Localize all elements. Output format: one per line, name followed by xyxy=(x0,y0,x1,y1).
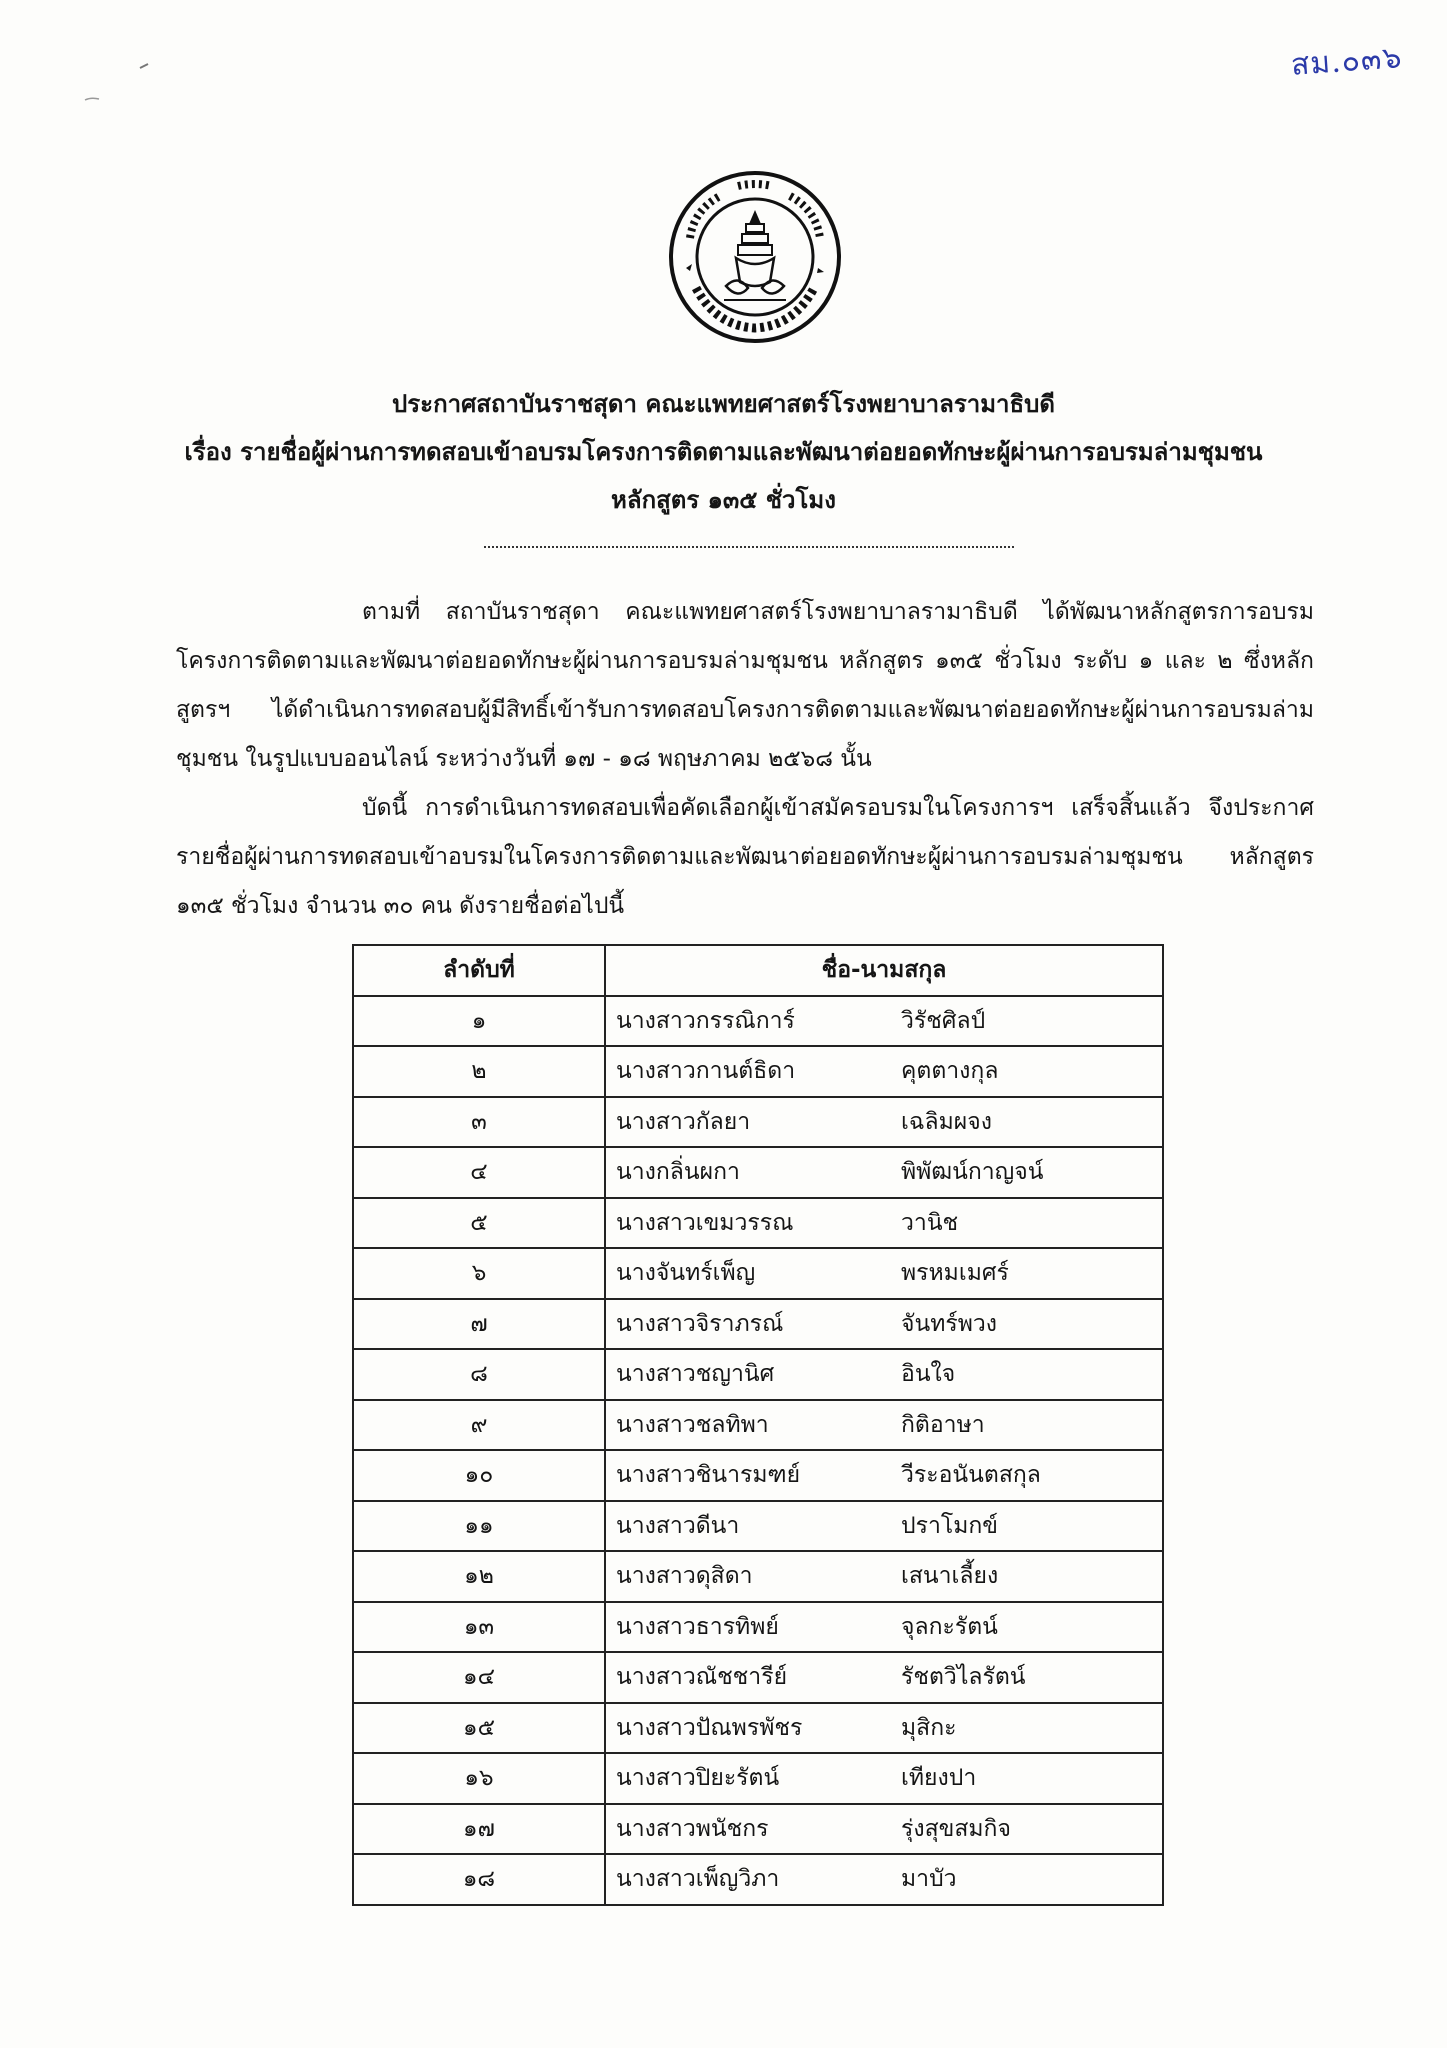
first-name: นางจันทร์เพ็ญ xyxy=(616,1260,756,1287)
last-name: จุลกะรัตน์ xyxy=(901,1613,998,1640)
table-body xyxy=(353,996,1163,1905)
last-name: กิติอาษา xyxy=(901,1411,985,1438)
row-number: ๑๕ xyxy=(353,1703,605,1754)
body-paragraph-2 xyxy=(176,784,1314,931)
table-row xyxy=(353,1804,1163,1855)
table-row xyxy=(353,1349,1163,1400)
first-name: นางสาวเพ็ญวิภา xyxy=(616,1866,780,1893)
table-row xyxy=(353,1147,1163,1198)
row-full-name xyxy=(605,1097,1163,1148)
first-name: นางสาวจิราภรณ์ xyxy=(616,1310,784,1337)
passed-candidates-table xyxy=(352,944,1164,1906)
body-paragraph-1-text: ตามที่ สถาบันราชสุดา คณะแพทยศาสตร์โรงพยาบาลรามาธิบดี ได้พัฒนาหลักสูตรการอบรมโครงการติดตามและพัฒนาต่อยอดทักษะผู้ผ่านการอบรมล่ามชุมชน หลักสูตร ๑๓๕ ชั่วโมง ระดับ ๑ และ ๒ ซึ่งหลักสูตรฯ ได้ดำเนินการทดสอบผู้มีสิทธิ์เข้ารับการทดสอบโครงการติดตามและพัฒนาต่อยอดทักษะผู้ผ่านการอบรมล่ามชุมชน ในรูปแบบออนไลน์ ระหว่างวันที่ ๑๗ - ๑๘ พฤษภาคม ๒๕๖๘ นั้น xyxy=(176,599,1314,772)
table-row xyxy=(353,1501,1163,1552)
first-name: นางสาวธารทิพย์ xyxy=(616,1613,779,1640)
row-full-name xyxy=(605,1703,1163,1754)
last-name: เสนาเลี้ยง xyxy=(901,1563,999,1590)
row-full-name xyxy=(605,1804,1163,1855)
first-name: นางสาวดีนา xyxy=(616,1512,740,1539)
row-number: ๑ xyxy=(353,996,605,1047)
first-name: นางสาวดุสิดา xyxy=(616,1563,753,1590)
table-row xyxy=(353,1703,1163,1754)
last-name: วีระอนันตสกุล xyxy=(901,1462,1041,1489)
row-number: ๑๐ xyxy=(353,1450,605,1501)
table-row xyxy=(353,1450,1163,1501)
last-name: พิพัฒน์กาญจน์ xyxy=(901,1159,1044,1186)
last-name: มุสิกะ xyxy=(901,1714,957,1741)
row-number: ๘ xyxy=(353,1349,605,1400)
column-header-name: ชื่อ-นามสกุล xyxy=(605,945,1163,996)
last-name: รัชตวิไลรัตน์ xyxy=(901,1664,1026,1691)
table-header-row xyxy=(353,945,1163,996)
row-full-name xyxy=(605,1046,1163,1097)
handwritten-reference-number: สม.๐๓๖ xyxy=(1289,40,1404,83)
row-number: ๑๘ xyxy=(353,1854,605,1905)
table-row xyxy=(353,1248,1163,1299)
column-header-order: ลำดับที่ xyxy=(353,945,605,996)
row-number: ๔ xyxy=(353,1147,605,1198)
table-row xyxy=(353,1097,1163,1148)
table-row xyxy=(353,1854,1163,1905)
row-full-name xyxy=(605,1450,1163,1501)
row-full-name xyxy=(605,1349,1163,1400)
row-number: ๕ xyxy=(353,1198,605,1249)
first-name: นางสาวปิยะรัตน์ xyxy=(616,1765,780,1792)
row-number: ๖ xyxy=(353,1248,605,1299)
row-number: ๑๒ xyxy=(353,1551,605,1602)
last-name: ปราโมกข์ xyxy=(901,1512,999,1539)
row-full-name xyxy=(605,1248,1163,1299)
first-name: นางสาวพนัชกร xyxy=(616,1815,769,1842)
table-row xyxy=(353,1652,1163,1703)
body-paragraph-1 xyxy=(176,588,1314,784)
university-seal-icon xyxy=(666,168,844,346)
row-full-name xyxy=(605,996,1163,1047)
row-number: ๗ xyxy=(353,1299,605,1350)
body-paragraph-2-text: บัดนี้ การดำเนินการทดสอบเพื่อคัดเลือกผู้เข้าสมัครอบรมในโครงการฯ เสร็จสิ้นแล้ว จึงประกาศรายชื่อผู้ผ่านการทดสอบเข้าอบรมในโครงการติดตามและพัฒนาต่อยอดทักษะผู้ผ่านการอบรมล่ามชุมชน หลักสูตร ๑๓๕ ชั่วโมง จำนวน ๓๐ คน ดังรายชื่อต่อไปนี้ xyxy=(176,795,1314,919)
first-name: นางสาวชินารมฑย์ xyxy=(616,1462,801,1489)
row-full-name xyxy=(605,1753,1163,1804)
course-name: หลักสูตร ๑๓๕ ชั่วโมง xyxy=(611,486,836,514)
table-row xyxy=(353,1299,1163,1350)
row-number: ๑๖ xyxy=(353,1753,605,1804)
last-name: วานิช xyxy=(901,1209,959,1236)
table-row xyxy=(353,1400,1163,1451)
table-row xyxy=(353,1602,1163,1653)
last-name: เทียงปา xyxy=(901,1765,977,1792)
last-name: วิรัชศิลป์ xyxy=(901,1007,986,1034)
announcement-subject: เรื่อง รายชื่อผู้ผ่านการทดสอบเข้าอบรมโครงการติดตามและพัฒนาต่อยอดทักษะผู้ผ่านการอบรมล่ามชุมชน xyxy=(184,438,1263,466)
first-name: นางสาวกานต์ธิดา xyxy=(616,1058,796,1085)
row-full-name xyxy=(605,1299,1163,1350)
row-number: ๑๓ xyxy=(353,1602,605,1653)
row-full-name xyxy=(605,1652,1163,1703)
first-name: นางสาวเขมวรรณ xyxy=(616,1209,794,1236)
first-name: นางสาวชญานิศ xyxy=(616,1361,775,1388)
table-row xyxy=(353,1046,1163,1097)
last-name: รุ่งสุขสมกิจ xyxy=(901,1815,1011,1842)
row-full-name xyxy=(605,1602,1163,1653)
row-full-name xyxy=(605,1147,1163,1198)
last-name: จันทร์พวง xyxy=(901,1310,998,1337)
last-name: มาบัว xyxy=(901,1866,957,1893)
first-name: นางสาวชลทิพา xyxy=(616,1411,769,1438)
table-row xyxy=(353,1551,1163,1602)
last-name: คุตตางกุล xyxy=(901,1058,999,1085)
row-full-name xyxy=(605,1501,1163,1552)
table-row xyxy=(353,1753,1163,1804)
row-number: ๙ xyxy=(353,1400,605,1451)
row-full-name xyxy=(605,1551,1163,1602)
dotted-separator xyxy=(484,546,1014,548)
last-name: อินใจ xyxy=(901,1361,956,1388)
table-row xyxy=(353,1198,1163,1249)
first-name: นางกลิ่นผกา xyxy=(616,1159,740,1186)
scan-specks xyxy=(80,60,160,110)
row-full-name xyxy=(605,1198,1163,1249)
first-name: นางสาวกัลยา xyxy=(616,1108,751,1135)
last-name: พรหมเมศร์ xyxy=(901,1260,1009,1287)
announcement-title: ประกาศสถาบันราชสุดา คณะแพทยศาสตร์โรงพยาบาลรามาธิบดี xyxy=(392,390,1055,418)
row-full-name xyxy=(605,1854,1163,1905)
row-number: ๑๔ xyxy=(353,1652,605,1703)
last-name: เฉลิมผจง xyxy=(901,1108,992,1135)
first-name: นางสาวกรรณิการ์ xyxy=(616,1007,795,1034)
row-number: ๑๑ xyxy=(353,1501,605,1552)
row-full-name xyxy=(605,1400,1163,1451)
row-number: ๒ xyxy=(353,1046,605,1097)
row-number: ๓ xyxy=(353,1097,605,1148)
row-number: ๑๗ xyxy=(353,1804,605,1855)
first-name: นางสาวปัณพรพัชร xyxy=(616,1714,803,1741)
first-name: นางสาวณัชชารีย์ xyxy=(616,1664,788,1691)
table-row xyxy=(353,996,1163,1047)
